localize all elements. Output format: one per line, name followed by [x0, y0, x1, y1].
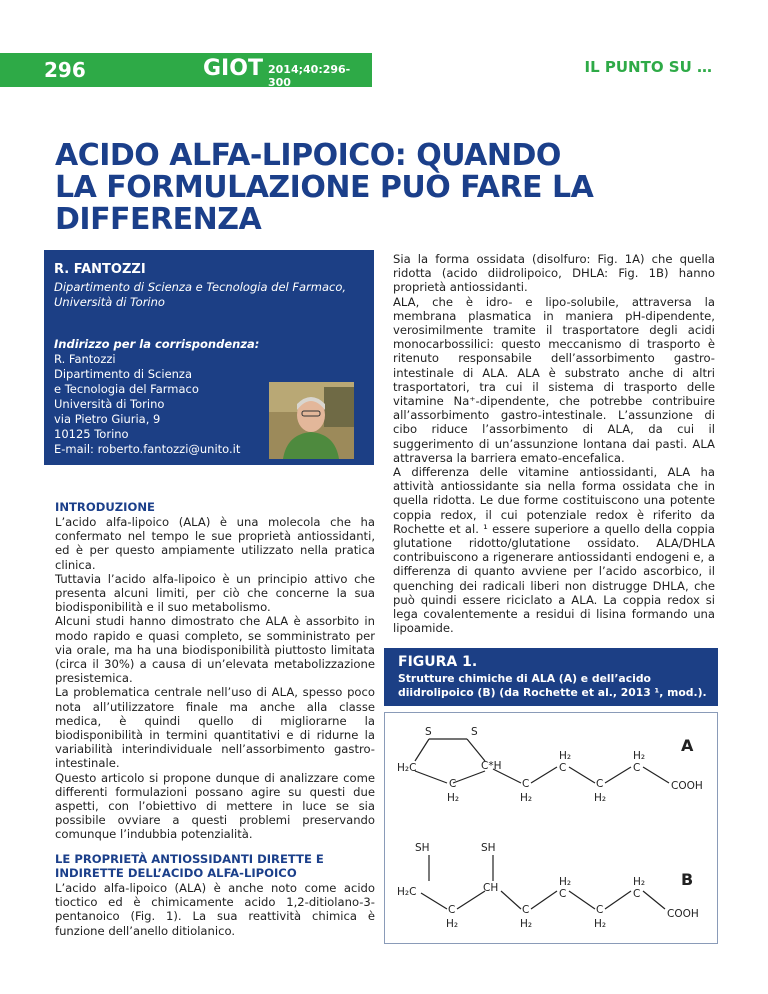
address-line: 10125 Torino: [54, 427, 129, 441]
address-line: e Tecnologia del Farmaco: [54, 382, 199, 396]
atom-c: C: [596, 778, 604, 790]
chemical-structures-figure: [384, 712, 718, 944]
correspondence-address: [54, 352, 240, 457]
atom-s-2: S: [471, 726, 478, 738]
author-photo: [269, 382, 354, 459]
section-label: IL PUNTO SU …: [584, 58, 712, 76]
article-title: [55, 140, 735, 236]
right-column-body: [393, 252, 715, 635]
affiliation-line-2: Università di Torino: [54, 295, 165, 309]
atom-h2c: H₂C: [397, 762, 417, 774]
author-email: E-mail: roberto.fantozzi@unito.it: [54, 442, 241, 456]
atom-chiral-ch: C*H: [481, 760, 502, 772]
intro-paragraph: Questo articolo si propone dunque di analizzare come differenti formulazioni possano agire su questi due aspetti, con l’obiettivo di mettere in luce se sia possibile ovviare a questi problemi preservando comunque l’indubbia potenzialità.: [55, 770, 375, 842]
title-line-2: LA FORMULAZIONE PUÒ FARE LA DIFFERENZA: [55, 170, 594, 237]
atom-c: C: [522, 904, 530, 916]
atom-h2: H₂: [446, 918, 459, 930]
atom-h2: H₂: [447, 792, 460, 804]
figure-label: FIGURA 1.: [398, 654, 478, 670]
figure-caption: Strutture chimiche di ALA (A) e dell’acido diidrolipoico (B) (da Rochette et al., 2013 ¹, mod.).: [398, 672, 707, 699]
carboxyl-group: COOH: [671, 780, 703, 792]
atom-c: C: [633, 762, 641, 774]
title-line-1: ACIDO ALFA-LIPOICO: QUANDO: [55, 138, 561, 173]
atom-h2: H₂: [520, 792, 533, 804]
atom-c: C: [448, 904, 456, 916]
intro-paragraph: La problematica centrale nell’uso di ALA, spesso poco nota all’utilizzatore finale ma anche alla classe medica, è quindi quello di migliorarne la biodisponibilità in termini quantitativi e di ridurne la variabilità interindividuale nell’assorbimento gastro-intestinale.: [55, 685, 375, 771]
author-affiliation: [54, 280, 354, 310]
structure-label-b: B: [681, 870, 694, 889]
right-paragraph: A differenza delle vitamine antiossidanti, ALA ha attività antiossidante sia nella forma ossidata che in quella ridotta. Le due forme costituiscono una potente coppia redox, il cui potenziale redox è riferito da Rochette et al. ¹ essere superiore a quello della coppia glutatione ridotto/glutatione ossidato. ALA/DHLA contribuiscono a rigenerare antiossidanti endogeni e, a differenza di quanto avviene per l’acido ascorbico, il quenching dei radicali liberi non distrugge DHLA, che può quindi essere riciclato a ALA. La coppia redox si lega covalentemente a residui di lisina formando una lipoamide.: [393, 465, 715, 636]
atom-c: C: [596, 904, 604, 916]
journal-name: GIOT: [203, 56, 263, 81]
intro-body: [55, 515, 375, 842]
carboxyl-group: COOH: [667, 908, 699, 920]
figure-caption-box: [384, 648, 718, 706]
address-line: Università di Torino: [54, 397, 165, 411]
author-box: [44, 250, 374, 465]
atom-h2: H₂: [633, 876, 646, 888]
atom-h2: H₂: [559, 876, 572, 888]
atom-h2c: H₂C: [397, 886, 417, 898]
journal-citation: 2014;40:296-300: [268, 63, 351, 89]
atom-h2: H₂: [559, 750, 572, 762]
atom-c: C: [633, 888, 641, 900]
atom-h2: H₂: [594, 918, 607, 930]
intro-heading: INTRODUZIONE: [55, 500, 155, 514]
page-number: 296: [44, 58, 86, 82]
address-line: via Pietro Giuria, 9: [54, 412, 161, 426]
atom-c: C: [559, 888, 567, 900]
right-paragraph: ALA, che è idro- e lipo-solubile, attraversa la membrana plasmatica in maniera pH-dipendente, verosimilmente tramite il trasportatore degli acidi monocarbossilici: questo meccanismo di trasporto è ritenuto responsabile dell’assorbimento gastro-intestinale di ALA. ALA è substrato anche di altri trasportatori, tra cui il sistema di trasporto delle vitamine Na⁺-dipendente, che potrebbe contribuire all’assorbimento gastro-intestinale. L’assunzione di cibo riduce l’assorbimento di ALA, da cui il suggerimento di un’assunzione lontana dai pasti. ALA attraversa la barriera emato-encefalica.: [393, 294, 715, 465]
intro-paragraph: Alcuni studi hanno dimostrato che ALA è assorbito in modo rapido e quasi completo, se somministrato per via orale, ma ha una biodisponibilità piuttosto limitata (circa il 30%) a causa di un’elevata metabolizzazione presistemica.: [55, 614, 375, 686]
structure-label-a: A: [681, 736, 694, 755]
atom-h2: H₂: [594, 792, 607, 804]
address-line: Dipartimento di Scienza: [54, 367, 193, 381]
journal-header-bar: [0, 53, 372, 87]
atom-c: C: [559, 762, 567, 774]
atom-c: C: [449, 778, 457, 790]
intro-paragraph: L’acido alfa-lipoico (ALA) è una molecola che ha confermato nel tempo le sue proprietà antiossidanti, ed è per questo ampiamente utilizzato nella pratica clinica.: [55, 515, 375, 572]
atom-ch: CH: [483, 882, 499, 894]
atom-sh-2: SH: [481, 842, 496, 854]
atom-h2: H₂: [633, 750, 646, 762]
affiliation-line-1: Dipartimento di Scienza e Tecnologia del Farmaco,: [54, 280, 347, 294]
antioxidant-body: L’acido alfa-lipoico (ALA) è anche noto come acido tioctico ed è chimicamente acido 1,2-ditiolano-3-pentanoico (Fig. 1). La sua reattività chimica è funzione dell’anello ditiolanico.: [55, 881, 375, 938]
antioxidant-heading: LE PROPRIETÀ ANTIOSSIDANTI DIRETTE E INDIRETTE DELL’ACIDO ALFA-LIPOICO: [55, 852, 324, 880]
atom-sh-1: SH: [415, 842, 430, 854]
correspondence-label: Indirizzo per la corrispondenza:: [54, 337, 260, 351]
atom-c: C: [522, 778, 530, 790]
right-paragraph: Sia la forma ossidata (disolfuro: Fig. 1A) che quella ridotta (acido diidrolipoico, DHLA: Fig. 1B) hanno proprietà antiossidanti.: [393, 252, 715, 295]
atom-s-1: S: [425, 726, 432, 738]
atom-h2: H₂: [520, 918, 533, 930]
intro-paragraph: Tuttavia l’acido alfa-lipoico è un principio attivo che presenta alcuni limiti, per ciò che concerne la sua biodisponibilità e il suo metabolismo.: [55, 571, 375, 615]
author-name: R. FANTOZZI: [54, 262, 146, 277]
address-line: R. Fantozzi: [54, 352, 116, 366]
